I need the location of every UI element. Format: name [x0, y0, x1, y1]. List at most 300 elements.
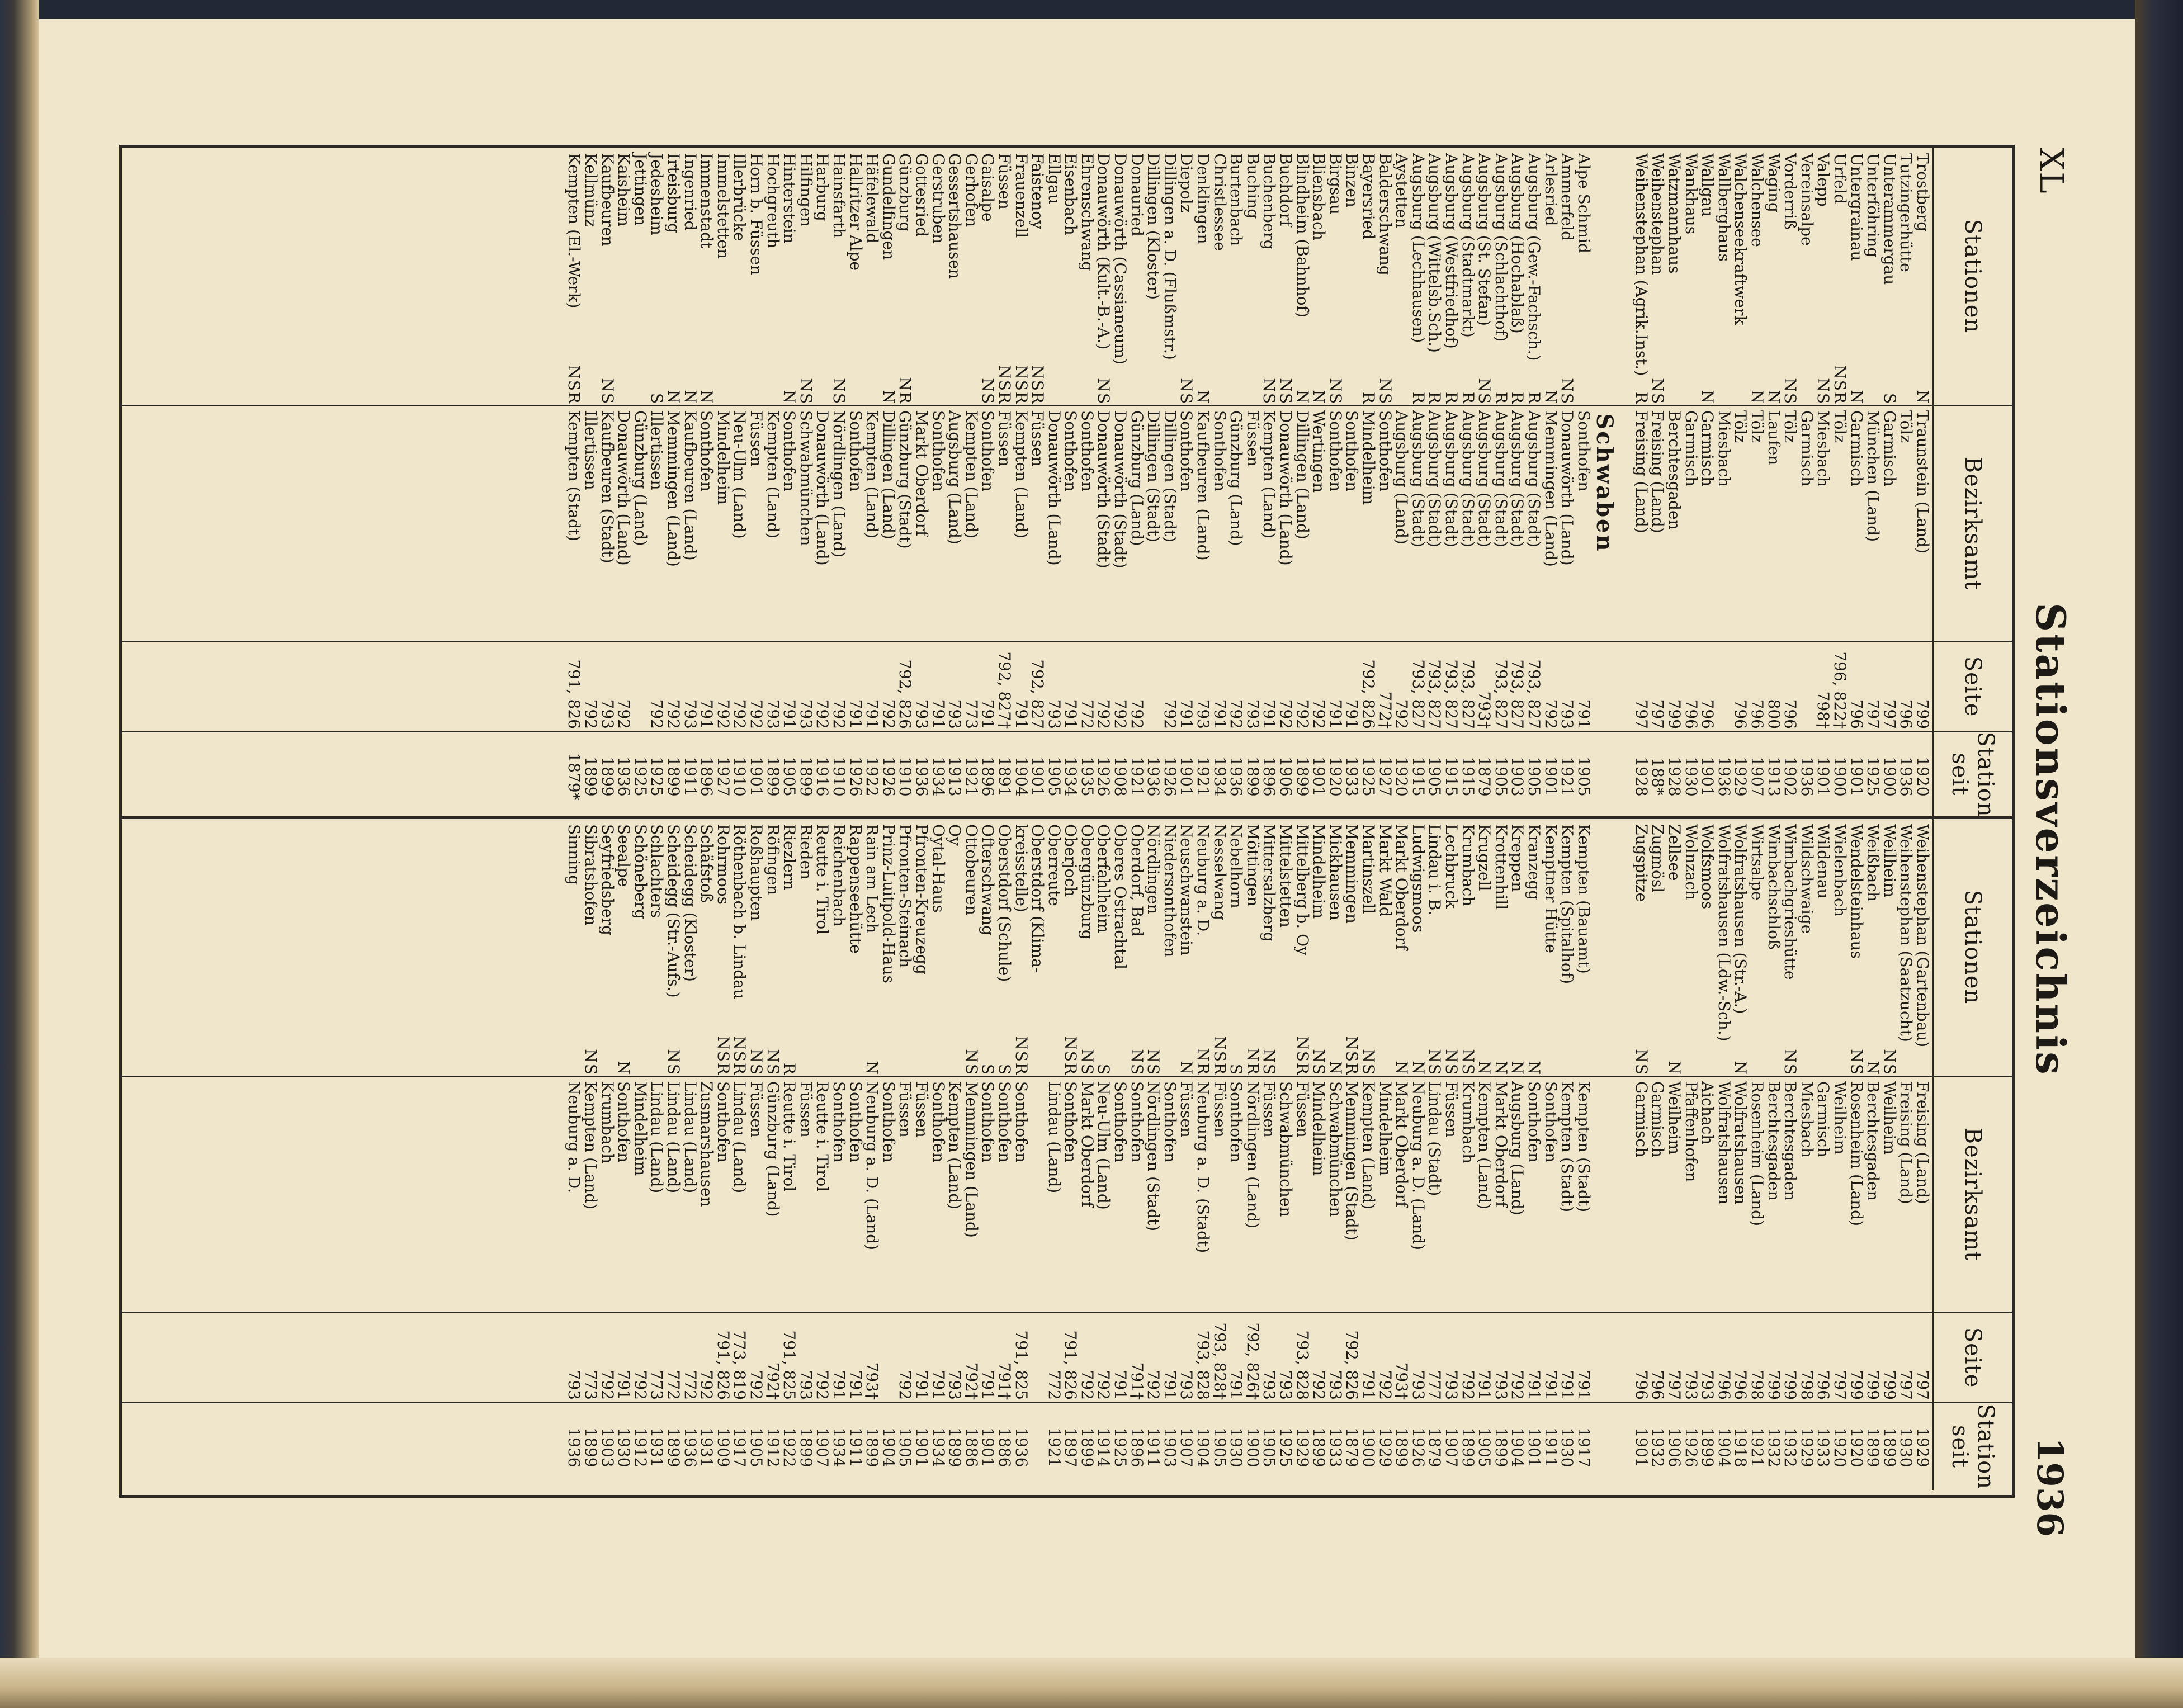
bezirksamt: Augsburg (Stadt) [1475, 410, 1494, 547]
table-row [1559, 148, 1576, 818]
seite: 792 [648, 699, 667, 729]
station-seit: 1915 [1458, 756, 1477, 797]
station-name: Bliensbach [1310, 153, 1329, 240]
station-name: Schöneberg [631, 824, 650, 920]
table-row [1410, 818, 1426, 1489]
observation-code: NSR [730, 1036, 749, 1076]
seite: 791 [929, 1370, 948, 1400]
bezirksamt: Neuburg a. D. (Land) [1409, 1081, 1428, 1251]
observation-code: NS [582, 1049, 601, 1076]
bezirksamt: Rosenheim (Land) [1748, 1081, 1767, 1227]
observation-code: S [648, 392, 667, 405]
observation-code: R [1491, 391, 1510, 405]
seite: 799 [1764, 1370, 1783, 1400]
station-name: Urfeld [1831, 153, 1850, 204]
seite: 793 [946, 1370, 965, 1400]
station-seit: 1932 [1764, 1427, 1783, 1468]
table-row [1650, 148, 1666, 818]
table-row [649, 818, 665, 1489]
seite: 796 [1847, 699, 1866, 729]
table-row [715, 818, 731, 1489]
seite: 793 [796, 1370, 815, 1400]
observation-code: NSR [1831, 365, 1850, 405]
table-row [1046, 148, 1062, 818]
station-seit: 1901 [1814, 756, 1833, 797]
bezirksamt: Kempten (Land) [1260, 410, 1279, 539]
table-row [698, 148, 715, 818]
station-seit: 1899 [1078, 1427, 1097, 1468]
table-row [1666, 148, 1683, 818]
observation-code: N [879, 390, 898, 405]
station-name: Gottesried [912, 153, 931, 237]
station-seit: 1897 [1061, 1427, 1080, 1468]
station-seit: 1929 [1797, 1427, 1816, 1468]
station-name: Zugmösl [1648, 824, 1667, 893]
station-name: Schäfstoß [697, 824, 716, 903]
table-row [1716, 818, 1732, 1489]
station-seit: 1917 [1574, 1427, 1593, 1468]
seite: 799 [1781, 1370, 1800, 1400]
station-name: Roßhaupten [747, 824, 766, 921]
station-seit: 1920 [1392, 756, 1411, 797]
table-row [1559, 818, 1576, 1489]
table-row [1749, 148, 1765, 818]
bezirksamt: Nördlingen (Stadt) [1144, 1081, 1163, 1232]
seite: 792, 827† [995, 651, 1014, 729]
bezirksamt: Schwabmünchen [796, 410, 815, 546]
seite: 799 [1665, 699, 1684, 729]
observation-code: NSR [565, 365, 584, 405]
station-table [119, 145, 2015, 1498]
station-seit: 1930 [1227, 1427, 1246, 1468]
table-row [616, 148, 632, 818]
seite: 800 [1764, 699, 1783, 729]
station-seit: 1915 [1442, 756, 1461, 797]
station-seit: 1913 [1764, 756, 1783, 797]
section-heading-schwaben: Schwaben [1591, 413, 1618, 553]
station-seit: 1886 [962, 1427, 981, 1468]
table-row [897, 148, 914, 818]
station-name: Rieden [796, 824, 815, 880]
table-row [1476, 818, 1493, 1489]
seite: 773, 819 [730, 1330, 749, 1400]
station-name: Wankhaus [1681, 153, 1700, 235]
table-row [1815, 148, 1832, 818]
station-name: Oberstdorf (Klima- [1028, 824, 1047, 973]
seite: 796 [1814, 1370, 1833, 1400]
bezirksamt: Sonthofen [615, 1081, 634, 1163]
observation-code: NR [896, 377, 915, 405]
station-name: Gerhofen [962, 153, 981, 228]
seite: 793 [1681, 1370, 1700, 1400]
station-seit: 1903 [598, 1427, 617, 1468]
station-seit: 1921 [1127, 756, 1146, 797]
station-name: Augsburg (Stadtmarkt) [1458, 153, 1477, 338]
observation-code: N [1194, 390, 1213, 405]
station-name: Hinterstein [780, 153, 799, 244]
station-seit: 1901 [1847, 756, 1866, 797]
station-name: Binzen [1343, 153, 1362, 207]
observation-code: NS [1632, 1049, 1651, 1076]
table-row [1277, 818, 1294, 1489]
seite: 793, 827 [1508, 659, 1527, 729]
observation-code: NR [1194, 1048, 1213, 1076]
station-seit: 1922 [863, 756, 882, 797]
station-seit: 1926 [1409, 1427, 1428, 1468]
station-name: Rain am Lech [863, 824, 882, 934]
table-row [1327, 818, 1344, 1489]
table-row [599, 148, 616, 818]
station-seit: 1899 [1293, 756, 1312, 797]
station-name: Wimbachgrieshütte [1781, 824, 1800, 980]
observation-code: S [979, 1063, 998, 1076]
station-seit: 1909 [714, 1427, 733, 1468]
station-seit: 1899 [1392, 1427, 1411, 1468]
seite: 791 [979, 699, 998, 729]
observation-code: S [995, 1063, 1014, 1076]
seite: 792 [1094, 699, 1113, 729]
header-seite-right: Seite [1932, 1313, 2012, 1402]
station-seit: 1905 [1475, 1427, 1494, 1468]
station-name: Mindelheim [1310, 824, 1329, 919]
station-name: Zugspitze [1632, 824, 1651, 902]
seite: 792 [1310, 1370, 1329, 1400]
bezirksamt: Kempten (Stadt) [1558, 1081, 1577, 1213]
observation-code: N [780, 390, 799, 405]
bezirksamt: Donauwörth (Stadt) [1094, 410, 1113, 569]
table-row [1865, 148, 1882, 818]
table-row [1650, 818, 1666, 1489]
table-row [1914, 148, 1931, 818]
seite: 792 [615, 699, 634, 729]
station-name: Möttingen [1243, 824, 1262, 907]
table-row [1344, 818, 1360, 1489]
station-seit: 1929 [1376, 1427, 1395, 1468]
observation-code: N [1665, 1061, 1684, 1076]
table-row [1244, 818, 1261, 1489]
table-row [847, 818, 864, 1489]
seite: 772† [1376, 691, 1395, 729]
table-row [1699, 148, 1716, 818]
table-row [1525, 148, 1542, 818]
table-row [1211, 818, 1228, 1489]
observation-code: N [1326, 1061, 1345, 1076]
station-name: Balderschwang [1376, 153, 1395, 276]
table-row [1228, 818, 1245, 1489]
station-seit: 1901 [1698, 756, 1717, 797]
seite: 798 [1748, 1370, 1767, 1400]
table-row [1360, 818, 1377, 1489]
table-row [1062, 818, 1079, 1489]
bezirksamt: Füssen [747, 410, 766, 467]
observation-code: NSR [1293, 1036, 1312, 1076]
station-name: Wolfsmoos [1698, 824, 1717, 910]
station-name: Kaisheim [615, 153, 634, 227]
station-seit: 1936 [1227, 756, 1246, 797]
seite: 797 [1831, 1370, 1850, 1400]
seite: 791 [863, 699, 882, 729]
bezirksamt: Kempten (Land) [863, 410, 882, 539]
table-row [1377, 818, 1393, 1489]
station-seit: 1907 [1177, 1427, 1196, 1468]
bezirksamt: Donauwörth (Land) [1558, 410, 1577, 566]
station-seit: 1925 [1277, 1427, 1296, 1468]
bezirksamt: Augsburg (Land) [1508, 1081, 1527, 1215]
bezirksamt: Mindelheim [714, 410, 733, 505]
table-row [1029, 818, 1046, 1489]
bezirksamt: Füssen [1210, 1081, 1229, 1138]
table-row [1161, 148, 1178, 818]
table-row [864, 148, 881, 818]
observation-code: S [1094, 1063, 1113, 1076]
station-name: Markt Wald [1376, 824, 1395, 917]
station-seit: 1901 [1177, 756, 1196, 797]
observation-code: N [1541, 390, 1560, 405]
seite: 796 [1748, 699, 1767, 729]
station-seit: 1907 [813, 1427, 832, 1468]
station-seit: 1911 [1541, 1427, 1560, 1468]
station-seit: 1921 [962, 756, 981, 797]
bezirksamt: Sonthofen [929, 410, 948, 492]
table-row [797, 818, 814, 1489]
seite: 792 [582, 699, 601, 729]
observation-code: N [1392, 1061, 1411, 1076]
bezirksamt: Garmisch [1681, 410, 1700, 487]
seite: 792 [1458, 1370, 1477, 1400]
station-seit: 1934 [1061, 756, 1080, 797]
bezirksamt: Augsburg (Land) [946, 410, 965, 545]
station-seit: 1931 [648, 1427, 667, 1468]
station-seit: 1899 [582, 1427, 601, 1468]
bezirksamt: Lindau (Land) [1045, 1081, 1064, 1194]
station-seit: 1899 [598, 756, 617, 797]
seite: 791 [1012, 699, 1031, 729]
seite: 796 [1698, 699, 1717, 729]
station-seit: 1906 [1665, 1427, 1684, 1468]
seite: 793, 827 [1458, 659, 1477, 729]
table-row [1344, 148, 1360, 818]
table-row [880, 148, 897, 818]
table-row [1699, 818, 1716, 1489]
observation-code: R [1425, 391, 1444, 405]
table-row [1525, 818, 1542, 1489]
table-row [1145, 818, 1162, 1489]
station-seit: 1929 [1913, 1427, 1932, 1468]
observation-code: N [1508, 1061, 1527, 1076]
station-name: Martinszell [1359, 824, 1378, 914]
station-name: Augsburg (Hochablaß) [1508, 153, 1527, 334]
bezirksamt: Günzburg (Land) [1127, 410, 1146, 546]
observation-code: NS [1781, 378, 1800, 405]
seite: 791 [615, 1370, 634, 1400]
seite: 793† [1475, 691, 1494, 729]
station-name: Scheidegg (Kloster) [681, 824, 700, 982]
table-row [731, 818, 748, 1489]
station-name: Hochgreuth [763, 153, 782, 249]
station-seit: 1913 [946, 756, 965, 797]
station-seit: 1886 [995, 1427, 1014, 1468]
table-row [1194, 148, 1211, 818]
observation-code: NSR [714, 1036, 733, 1076]
seite: 793 [1558, 699, 1577, 729]
page-number-left: XL [2033, 148, 2071, 195]
bezirksamt: Kaufbeuren (Land) [681, 410, 700, 561]
seite: 772 [681, 1370, 700, 1400]
bezirksamt: Schwabmünchen [1277, 1081, 1296, 1217]
table-row [1898, 148, 1915, 818]
table-row [1782, 148, 1799, 818]
bezirksamt: Aichach [1698, 1081, 1717, 1145]
seite: 792 [1541, 699, 1560, 729]
table-row [1542, 148, 1559, 818]
station-name: Weilheim [1880, 824, 1899, 898]
seite: 792 [714, 699, 733, 729]
observation-code: NS [763, 1049, 782, 1076]
station-name: Wallberghaus [1714, 153, 1733, 262]
seite: 792 [813, 699, 832, 729]
station-seit: 1932 [1781, 1427, 1800, 1468]
bezirksamt: Kaufbeuren (Land) [1194, 410, 1213, 561]
bezirksamt: Memmingen (Stadt) [1343, 1081, 1362, 1241]
bezirksamt: Sonthofen [780, 410, 799, 492]
bezirksamt: Füssen [1260, 1081, 1279, 1138]
observation-code: NS [1458, 1049, 1477, 1076]
station-seit: 1934 [1210, 756, 1229, 797]
station-seit: 1901 [912, 1427, 931, 1468]
observation-code: NS [1376, 378, 1395, 405]
table-row [1013, 148, 1029, 818]
station-seit: 1905 [1425, 756, 1444, 797]
bezirksamt: Memmingen (Land) [962, 1081, 981, 1238]
seite: 792, 826 [1359, 659, 1378, 729]
station-seit: 1926 [1094, 756, 1113, 797]
station-seit: 1926 [1681, 1427, 1700, 1468]
table-row [748, 818, 764, 1489]
bezirksamt: Neu-Ulm (Land) [730, 410, 749, 539]
seite: 793 [1045, 699, 1064, 729]
observation-code: NS [1847, 1049, 1866, 1076]
bezirksamt: Mindelheim [1376, 1081, 1395, 1176]
station-name: Aystetten [1392, 153, 1411, 229]
observation-code: R [780, 1062, 799, 1076]
seite: 792 [1227, 699, 1246, 729]
observation-code: N [697, 390, 716, 405]
seite: 791 [1524, 1370, 1543, 1400]
station-seit: 1901 [979, 1427, 998, 1468]
bezirksamt: Weilheim [1831, 1081, 1850, 1155]
observation-code: NS [1310, 1049, 1329, 1076]
station-seit: 1879 [1343, 1427, 1362, 1468]
right-column [566, 818, 1931, 1489]
station-name: Reichenbach [830, 824, 848, 927]
observation-code: NS [830, 378, 848, 405]
station-seit: 1916 [813, 756, 832, 797]
bezirksamt: Sonthofen [1012, 1081, 1031, 1163]
table-row [781, 818, 798, 1489]
station-name: Oberstdorf (Schule) [995, 824, 1014, 982]
header-seit-left: Station seit [1932, 732, 2012, 816]
bezirksamt: Lindau (Land) [664, 1081, 683, 1194]
seite: 791† [995, 1362, 1014, 1400]
left-column [566, 148, 1931, 818]
bezirksamt: Sonthofen [1078, 410, 1097, 492]
bezirksamt: Augsburg (Stadt) [1425, 410, 1444, 547]
station-name: Mickhausen [1326, 824, 1345, 921]
table-row [764, 818, 781, 1489]
table-row [566, 818, 583, 1489]
seite: 792 [896, 1370, 915, 1400]
seite: 793 [1491, 1370, 1510, 1400]
seite: 797 [1913, 1370, 1932, 1400]
bezirksamt: Tölz [1897, 410, 1916, 443]
station-seit: 1933 [1343, 756, 1362, 797]
station-seit: 1906 [1277, 756, 1296, 797]
seite: 797 [1632, 699, 1651, 729]
station-name: Illerbrücke [730, 153, 749, 242]
observation-code: N [1748, 390, 1767, 405]
station-name: Oberes Ostrachtal [1111, 824, 1130, 969]
station-name: Jettingen [631, 153, 650, 226]
station-name: Niedersonthofen [1160, 824, 1179, 958]
station-seit: 1899 [664, 1427, 683, 1468]
seite: 791 [1574, 1370, 1593, 1400]
station-seit: 1903 [1160, 1427, 1179, 1468]
table-row [1112, 148, 1129, 818]
bezirksamt: Donauwörth (Land) [615, 410, 634, 566]
seite: 796 [1632, 1370, 1651, 1400]
bezirksamt: Tölz [1748, 410, 1767, 443]
station-name: Kempten (El.-Werk) [565, 153, 584, 309]
station-seit: 1912 [631, 1427, 650, 1468]
station-seit: 1905 [1045, 756, 1064, 797]
bezirksamt: Garmisch [1880, 410, 1899, 487]
seite: 797 [1665, 1370, 1684, 1400]
station-name: Krottenhill [1491, 824, 1510, 910]
bezirksamt: Garmisch [1847, 410, 1866, 487]
bezirksamt: Füssen [912, 1081, 931, 1138]
table-row [980, 148, 996, 818]
station-seit: 1936 [1144, 756, 1163, 797]
station-name: Gerstruben [929, 153, 948, 244]
bezirksamt: Illertissen [648, 410, 667, 490]
bezirksamt: Augsburg (Stadt) [1458, 410, 1477, 547]
table-row [947, 148, 963, 818]
bezirksamt: Garmisch [1797, 410, 1816, 487]
bezirksamt: Günzburg (Land) [763, 1081, 782, 1217]
table-row [930, 818, 947, 1489]
bezirksamt: Reutte i. Tirol [813, 1081, 832, 1192]
station-seit: 1936 [1012, 1427, 1031, 1468]
station-name: Waging [1764, 153, 1783, 212]
seite: 793 [763, 699, 782, 729]
seite: 772 [1045, 1370, 1064, 1400]
station-name: Sibratshofen [582, 824, 601, 926]
station-seit: 1905 [896, 1427, 915, 1468]
seite: 792 [830, 699, 848, 729]
bezirksamt: Füssen [1293, 1081, 1312, 1138]
observation-code: NS [1144, 1049, 1163, 1076]
seite: 773 [962, 699, 981, 729]
bezirksamt: Tölz [1731, 410, 1750, 443]
bezirksamt: Kempten (Stadt) [1574, 1081, 1593, 1213]
seite: 793† [863, 1362, 882, 1400]
seite: 793 [1277, 1370, 1296, 1400]
bezirksamt: Kempten (Land) [1475, 1081, 1494, 1210]
station-seit: 1902 [1781, 756, 1800, 797]
station-seit: 1925 [1359, 756, 1378, 797]
station-name: Vereinsalpe [1797, 153, 1816, 246]
table-row [1277, 148, 1294, 818]
